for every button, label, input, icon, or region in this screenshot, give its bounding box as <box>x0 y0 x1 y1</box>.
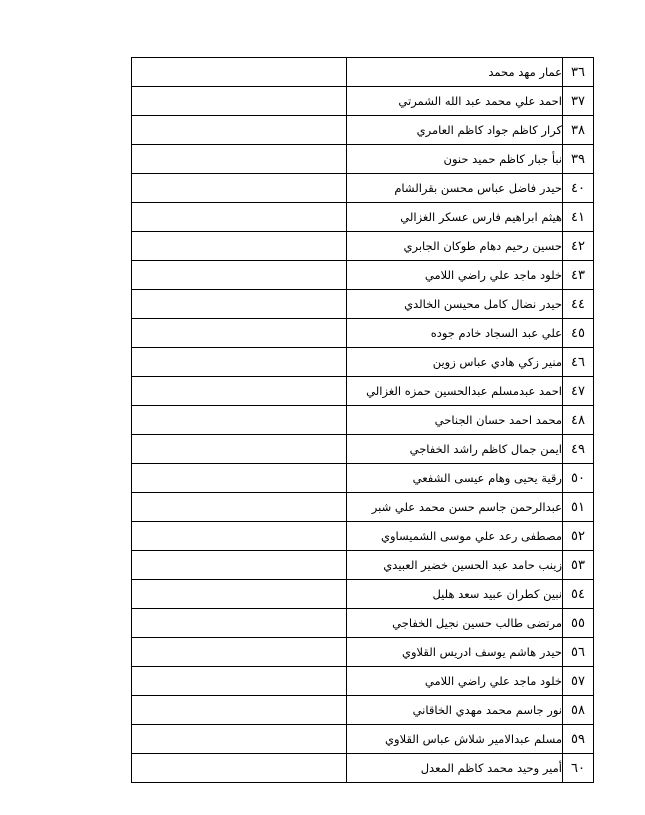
table-row <box>132 638 594 667</box>
table-row <box>132 464 594 493</box>
table-row <box>132 580 594 609</box>
number-cell: ٤٥ <box>563 319 594 348</box>
table-row <box>132 754 594 783</box>
number-cell: ٤٠ <box>563 174 594 203</box>
name-cell: ايمن جمال كاظم راشد الخفاجي <box>347 435 563 464</box>
number-cell: ٤٨ <box>563 406 594 435</box>
number-cell: ٥٧ <box>563 667 594 696</box>
blank-cell <box>132 348 347 377</box>
name-cell: حيدر هاشم يوسف ادريس القلاوي <box>347 638 563 667</box>
blank-cell <box>132 87 347 116</box>
blank-cell <box>132 290 347 319</box>
name-cell: مرتضى طالب حسين نجيل الخفاجي <box>347 609 563 638</box>
table-row <box>132 116 594 145</box>
number-cell: ٣٦ <box>563 58 594 87</box>
blank-cell <box>132 58 347 87</box>
name-cell: رقية يحيى وهام عيسى الشفعي <box>347 464 563 493</box>
table-row <box>132 261 594 290</box>
table-row <box>132 493 594 522</box>
blank-cell <box>132 551 347 580</box>
table-row <box>132 406 594 435</box>
blank-cell <box>132 406 347 435</box>
name-cell: نبين كطران عبيد سعد هليل <box>347 580 563 609</box>
number-cell: ٤٣ <box>563 261 594 290</box>
blank-cell <box>132 319 347 348</box>
number-cell: ٣٨ <box>563 116 594 145</box>
number-cell: ٤٩ <box>563 435 594 464</box>
table-row <box>132 435 594 464</box>
number-cell: ٣٧ <box>563 87 594 116</box>
table-row <box>132 725 594 754</box>
name-cell: نور جاسم محمد مهدي الخاقاني <box>347 696 563 725</box>
blank-cell <box>132 232 347 261</box>
table-row <box>132 145 594 174</box>
name-cell: علي عبد السجاد خادم جوده <box>347 319 563 348</box>
name-cell: مسلم عبدالامير شلاش عباس القلاوي <box>347 725 563 754</box>
number-cell: ٣٩ <box>563 145 594 174</box>
name-cell: زينب حامد عبد الحسين خضير العبيدي <box>347 551 563 580</box>
table-row <box>132 609 594 638</box>
table-row <box>132 348 594 377</box>
blank-cell <box>132 203 347 232</box>
blank-cell <box>132 145 347 174</box>
blank-cell <box>132 609 347 638</box>
number-cell: ٥٥ <box>563 609 594 638</box>
table-row <box>132 290 594 319</box>
number-cell: ٥٢ <box>563 522 594 551</box>
table-row <box>132 174 594 203</box>
blank-cell <box>132 174 347 203</box>
number-cell: ٤٧ <box>563 377 594 406</box>
table-row <box>132 522 594 551</box>
name-cell: نبأ جبار كاظم حميد حنون <box>347 145 563 174</box>
number-cell: ٥٦ <box>563 638 594 667</box>
name-cell: خلود ماجد علي راضي اللامي <box>347 667 563 696</box>
blank-cell <box>132 638 347 667</box>
blank-cell <box>132 754 347 783</box>
name-cell: احمد عبدمسلم عبدالحسين حمزه الغزالي <box>347 377 563 406</box>
name-cell: مصطفى رعد علي موسى الشميساوي <box>347 522 563 551</box>
blank-cell <box>132 725 347 754</box>
name-cell: هيثم ابراهيم فارس عسكر الغزالي <box>347 203 563 232</box>
number-cell: ٥٣ <box>563 551 594 580</box>
table-row <box>132 319 594 348</box>
name-cell: كرار كاظم جواد كاظم العامري <box>347 116 563 145</box>
number-cell: ٥٤ <box>563 580 594 609</box>
names-table <box>131 57 594 783</box>
name-cell: عمار مهد محمد <box>347 58 563 87</box>
table-row <box>132 232 594 261</box>
number-cell: ٥٠ <box>563 464 594 493</box>
name-cell: أمير وحيد محمد كاظم المعدل <box>347 754 563 783</box>
blank-cell <box>132 261 347 290</box>
table-row <box>132 377 594 406</box>
name-cell: حيدر فاضل عباس محسن بقرالشام <box>347 174 563 203</box>
name-cell: حيدر نضال كامل محيسن الخالدي <box>347 290 563 319</box>
name-cell: حسين رحيم دهام طوكان الجابري <box>347 232 563 261</box>
blank-cell <box>132 435 347 464</box>
blank-cell <box>132 377 347 406</box>
number-cell: ٤١ <box>563 203 594 232</box>
table-row <box>132 58 594 87</box>
blank-cell <box>132 464 347 493</box>
table-row <box>132 696 594 725</box>
name-cell: عبدالرحمن جاسم حسن محمد علي شبر <box>347 493 563 522</box>
names-table-body <box>132 58 594 783</box>
name-cell: محمد احمد حسان الجناحي <box>347 406 563 435</box>
number-cell: ٥١ <box>563 493 594 522</box>
blank-cell <box>132 522 347 551</box>
blank-cell <box>132 580 347 609</box>
number-cell: ٤٦ <box>563 348 594 377</box>
name-cell: احمد علي محمد عبد الله الشمرتي <box>347 87 563 116</box>
number-cell: ٦٠ <box>563 754 594 783</box>
blank-cell <box>132 116 347 145</box>
number-cell: ٥٩ <box>563 725 594 754</box>
table-row <box>132 87 594 116</box>
blank-cell <box>132 667 347 696</box>
blank-cell <box>132 493 347 522</box>
name-cell: خلود ماجد علي راضي اللامي <box>347 261 563 290</box>
blank-cell <box>132 696 347 725</box>
name-cell: منير زكي هادي عباس زوين <box>347 348 563 377</box>
table-row <box>132 203 594 232</box>
number-cell: ٤٤ <box>563 290 594 319</box>
table-row <box>132 667 594 696</box>
number-cell: ٤٢ <box>563 232 594 261</box>
table-row <box>132 551 594 580</box>
number-cell: ٥٨ <box>563 696 594 725</box>
